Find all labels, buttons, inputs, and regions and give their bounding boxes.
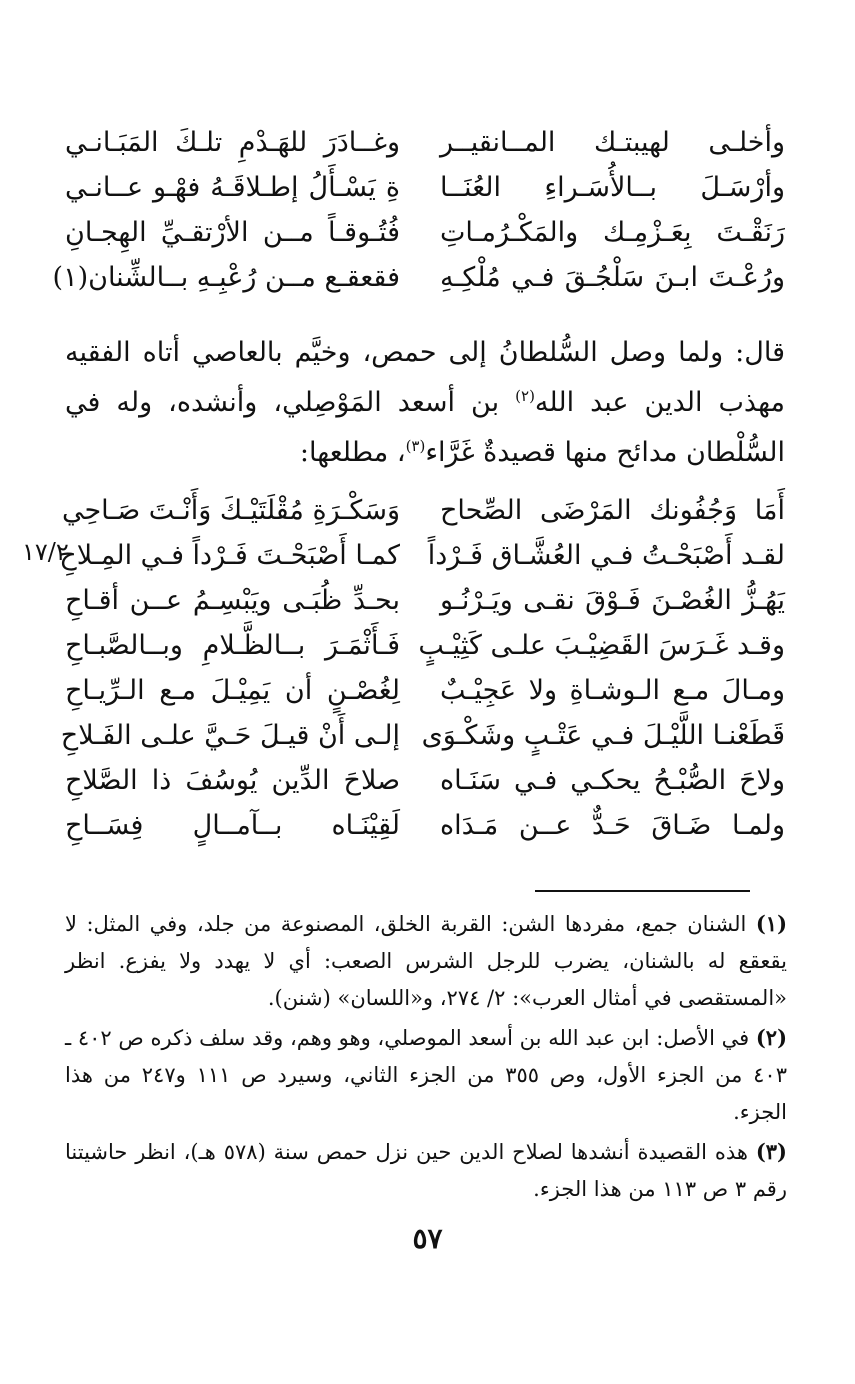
verse-first-hemistich: ولمـا ضَـاقَ حَـدٌّ عــن مَـدَاه — [440, 810, 785, 841]
footnote — [65, 1019, 787, 1131]
footnote-text: في الأصل: ابن عبد الله بن أسعد الموصلي، وهو وهم، وقد سلف ذكره ص ٤٠٢ ـ ٤٠٣ من الجزء الأول، وص ٣٥٥ من الجزء الثاني، وسيرد ص ١١١ و٢٤٧ من هذا الجزء. — [65, 1026, 787, 1124]
verse-second-hemistich: وغــادَرَ للهَـدْمِ تلـكَ المَبَـانـي — [65, 127, 400, 158]
footnote-divider — [535, 890, 750, 892]
verse-second-hemistich: كمـا أَصْبَحْـتَ فَـرْداً فـي المِـلاحِ — [59, 540, 400, 571]
verse-first-hemistich: ومـالَ مـع الـوشـاةِ ولا عَجِيْـبٌ — [440, 675, 785, 706]
verse-line — [65, 578, 785, 623]
prose-paragraph — [65, 328, 785, 478]
verse-line — [60, 713, 785, 758]
verse-second-hemistich: فقعقـع مــن رُعْبِـهِ بــالشِّنان(١) — [52, 262, 400, 293]
verse-line — [52, 255, 785, 300]
verse-second-hemistich: فُتُـوقـاً مــن الأرْتقـيِّ الهِجـانِ — [65, 217, 400, 248]
verse-second-hemistich: ةِ يَسْـأَلُ إطـلاقَـهُ فهْـو عــانـي — [65, 172, 400, 203]
verse-line — [65, 165, 785, 210]
verse-first-hemistich: وأرْسَـلَ بــالأُسَـراءِ العُنَــا — [440, 172, 785, 203]
footnote-text: هذه القصيدة أنشدها لصلاح الدين حين نزل حمص سنة (٥٧٨ هـ)، انظر حاشيتنا رقم ٣ ص ١١٣ من هذا الجزء. — [65, 1140, 787, 1201]
verse-second-hemistich: صلاحَ الدِّين يُوسُفَ ذا الصَّلاحِ — [65, 765, 400, 796]
verse-second-hemistich: لِغُصْـنٍ أن يَمِيْـلَ مـع الـرِّيـاحِ — [65, 675, 400, 706]
page-number: ٥٧ — [412, 1222, 443, 1255]
verse-second-hemistich: بحـدِّ ظُبَـى ويَبْسِـمُ عــن أقـاحِ — [65, 585, 400, 616]
poem-upper — [52, 120, 785, 300]
verse-line — [65, 803, 785, 848]
verse-line — [61, 488, 785, 533]
verse-first-hemistich: ولاحَ الصُّبْـحُ يحكـي فـي سَنَـاه — [440, 765, 785, 796]
verse-line — [59, 533, 785, 578]
verse-first-hemistich: قَطَعْنـا اللَّيْـلَ فـي عَتْـبٍ وشَكْـوَى — [421, 720, 785, 751]
verse-line — [65, 668, 785, 713]
margin-reference: ١٧/٢ — [22, 538, 69, 566]
verse-line — [65, 120, 785, 165]
verse-first-hemistich: وأخلـى لهيبتـك المــانقيــر — [440, 127, 785, 158]
verse-first-hemistich: وقـد غَـرَسَ القَضِيْـبَ علـى كَثِيْـبٍ — [418, 630, 785, 661]
verse-second-hemistich: لَقِيْنَـاه بــآمــالٍ فِسَــاحِ — [65, 810, 400, 841]
verse-line — [65, 210, 785, 255]
verse-second-hemistich: وَسَكْـرَةِ مُقْلَتَيْـكَ وَأَنْـتَ صَـاحِي — [61, 495, 400, 526]
verse-second-hemistich: فَـأَثْمَـرَ بــالظَّـلامِ وبــالصَّبـاحِ — [65, 630, 400, 661]
prose-text: قال: ولما وصل السُّلطانُ إلى حمص، وخيَّم بالعاصي أتاه الفقيه مهذب الدين عبد الله — [65, 337, 785, 418]
footnote-number: (٣) — [755, 1139, 787, 1164]
footnote-ref[interactable]: (٣) — [405, 437, 426, 455]
footnote-number: (٢) — [755, 1025, 788, 1050]
poem-lower — [59, 488, 785, 848]
footnotes — [65, 905, 787, 1210]
footnote-text: الشنان جمع، مفردها الشن: القربة الخلق، المصنوعة من جلد، وفي المثل: لا يقعقع له بالشنان، يضرب للرجل الشرس الصعب: أي لا يهدد ولا يفزع. انظر «المستقصى في أمثال العرب»: ٢/ ٢٧٤، و«اللسان» (شنن). — [65, 912, 787, 1010]
verse-first-hemistich: أَمَا وَجُفُونك المَرْضَى الصِّحاح — [440, 495, 785, 526]
verse-line — [65, 623, 785, 668]
footnote-ref[interactable]: (٢) — [515, 387, 535, 405]
verse-first-hemistich: لقـد أَصْبَحْـتُ فـي العُشَّـاق فَـرْداً — [427, 540, 785, 571]
verse-first-hemistich: يَهُـزُّ الغُصْـنَ فَـوْقَ نقـى ويَـرْنُـو — [440, 585, 785, 616]
verse-line — [65, 758, 785, 803]
verse-first-hemistich: رَنَقْـتَ بِعَـزْمِـك والمَكْـرُمـاتِ — [440, 217, 785, 248]
prose-text: بن أسعد المَوْصِلي، وأنشده، وله في السُّلْطان مدائح منها قصيدةٌ غَرَّاء — [65, 387, 785, 468]
verse-first-hemistich: ورُعْـتَ ابـنَ سَلْجُـقَ فـي مُلْكِـهِ — [440, 262, 785, 293]
verse-second-hemistich: إلـى أَنْ قيـلَ حَـيَّ علـى الفَـلاحِ — [60, 720, 400, 751]
footnote-number: (١) — [755, 911, 787, 936]
footnote — [65, 905, 787, 1017]
prose-text: ، مطلعها: — [299, 437, 406, 468]
footnote — [65, 1133, 787, 1208]
